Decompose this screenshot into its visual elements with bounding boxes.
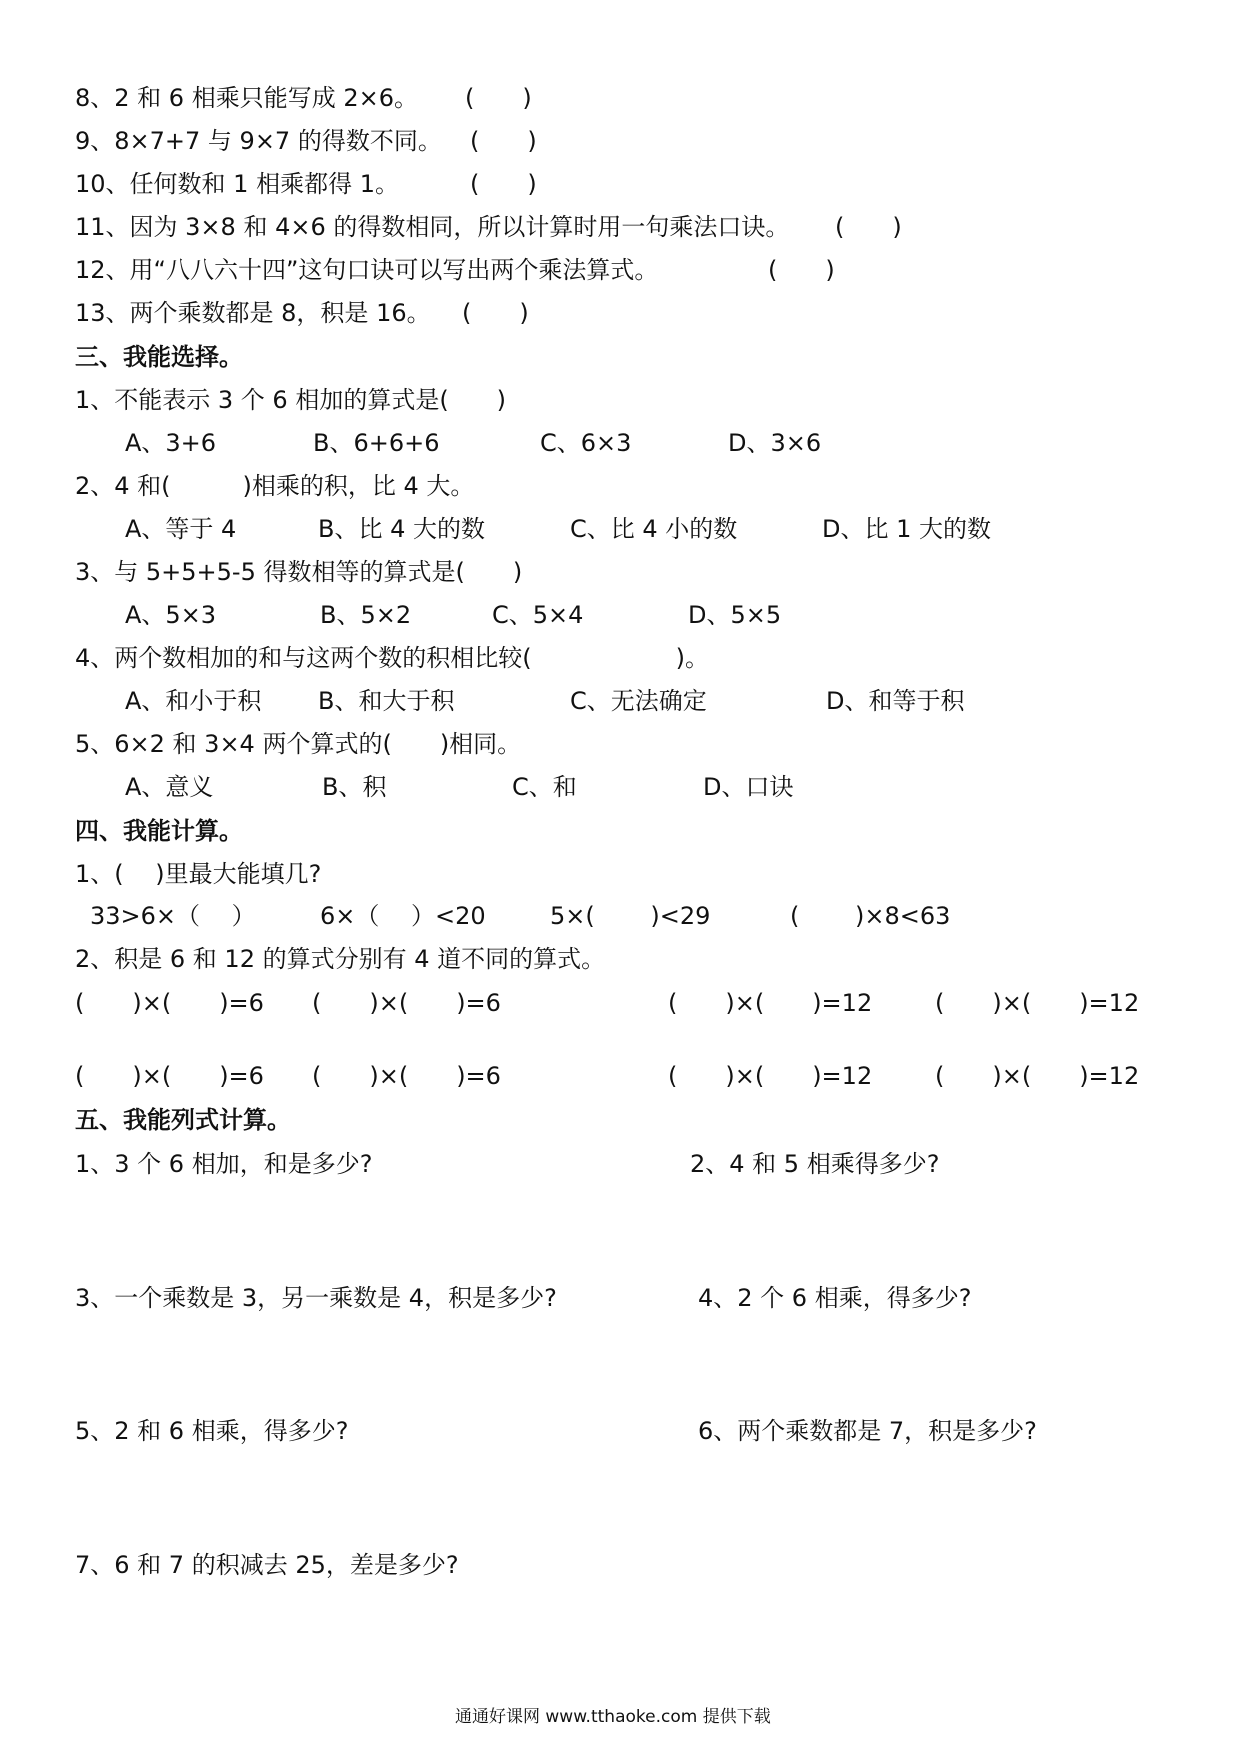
choose-q3: 3、与 5+5+5-5 得数相等的算式是( ) [75,558,523,586]
section-word-heading: 五、我能列式计算。 [75,1106,291,1134]
choose-q4: 4、两个数相加的和与这两个数的积相比较( )。 [75,644,709,672]
choose-q3-option-b[interactable]: B、5×2 [320,601,412,629]
judge-paren-10[interactable]: ( ) [470,170,537,198]
section-choose-heading: 三、我能选择。 [75,343,243,371]
choose-q5-option-d[interactable]: D、口诀 [703,773,794,801]
calc-q2-row1-item-2[interactable]: ( )×( )=6 [312,989,501,1017]
calc-q1-item-4[interactable]: ( )×8<63 [790,902,951,930]
word-q5: 5、2 和 6 相乘，得多少? [75,1417,349,1445]
judge-item-12: 12、用“八八六十四”这句口诀可以写出两个乘法算式。 [75,256,659,284]
choose-q4-option-d[interactable]: D、和等于积 [826,687,965,715]
judge-item-10: 10、任何数和 1 相乘都得 1。 [75,170,399,198]
choose-q1: 1、不能表示 3 个 6 相加的算式是( ) [75,386,507,414]
judge-item-13: 13、两个乘数都是 8，积是 16。 [75,299,431,327]
choose-q1-option-d[interactable]: D、3×6 [728,429,822,457]
calc-q2: 2、积是 6 和 12 的算式分别有 4 道不同的算式。 [75,945,606,973]
calc-q2-row1-item-1[interactable]: ( )×( )=6 [75,989,264,1017]
judge-paren-12[interactable]: ( ) [768,256,835,284]
judge-item-8: 8、2 和 6 相乘只能写成 2×6。 [75,84,418,112]
choose-q2-option-a[interactable]: A、等于 4 [125,515,237,543]
word-q4: 4、2 个 6 相乘，得多少? [698,1284,972,1312]
calc-q1-item-2[interactable]: 6×（ ）<20 [320,902,486,930]
judge-paren-11[interactable]: ( ) [835,213,902,241]
choose-q3-option-d[interactable]: D、5×5 [688,601,782,629]
word-q2: 2、4 和 5 相乘得多少? [690,1150,940,1178]
choose-q5-option-a[interactable]: A、意义 [125,773,214,801]
judge-paren-8[interactable]: ( ) [465,84,532,112]
choose-q3-option-a[interactable]: A、5×3 [125,601,217,629]
judge-paren-13[interactable]: ( ) [462,299,529,327]
choose-q2-option-b[interactable]: B、比 4 大的数 [318,515,485,543]
choose-q2-option-c[interactable]: C、比 4 小的数 [570,515,738,543]
word-q3: 3、一个乘数是 3，另一乘数是 4，积是多少? [75,1284,557,1312]
word-q6: 6、两个乘数都是 7，积是多少? [698,1417,1037,1445]
calc-q1-item-1[interactable]: 33>6×（ ） [90,902,256,930]
choose-q4-option-c[interactable]: C、无法确定 [570,687,707,715]
choose-q2: 2、4 和( )相乘的积，比 4 大。 [75,472,475,500]
choose-q1-option-c[interactable]: C、6×3 [540,429,632,457]
section-calc-heading: 四、我能计算。 [75,817,243,845]
choose-q2-option-d[interactable]: D、比 1 大的数 [822,515,992,543]
choose-q1-option-b[interactable]: B、6+6+6 [313,429,440,457]
choose-q4-option-b[interactable]: B、和大于积 [318,687,455,715]
calc-q2-row1-item-3[interactable]: ( )×( )=12 [668,989,873,1017]
judge-item-9: 9、8×7+7 与 9×7 的得数不同。 [75,127,442,155]
calc-q2-row2-item-2[interactable]: ( )×( )=6 [312,1062,501,1090]
word-q7: 7、6 和 7 的积减去 25，差是多少? [75,1551,459,1579]
footer-source: 通通好课网 www.tthaoke.com 提供下载 [455,1707,771,1727]
judge-item-11: 11、因为 3×8 和 4×6 的得数相同，所以计算时用一句乘法口诀。 [75,213,790,241]
choose-q5-option-c[interactable]: C、和 [512,773,577,801]
calc-q2-row2-item-3[interactable]: ( )×( )=12 [668,1062,873,1090]
calc-q2-row1-item-4[interactable]: ( )×( )=12 [935,989,1140,1017]
judge-paren-9[interactable]: ( ) [470,127,537,155]
choose-q5-option-b[interactable]: B、积 [322,773,387,801]
choose-q4-option-a[interactable]: A、和小于积 [125,687,262,715]
calc-q1-item-3[interactable]: 5×( )<29 [550,902,711,930]
choose-q3-option-c[interactable]: C、5×4 [492,601,584,629]
choose-q5: 5、6×2 和 3×4 两个算式的( )相同。 [75,730,522,758]
choose-q1-option-a[interactable]: A、3+6 [125,429,217,457]
word-q1: 1、3 个 6 相加，和是多少? [75,1150,373,1178]
calc-q2-row2-item-1[interactable]: ( )×( )=6 [75,1062,264,1090]
calc-q1: 1、( )里最大能填几? [75,860,322,888]
calc-q2-row2-item-4[interactable]: ( )×( )=12 [935,1062,1140,1090]
